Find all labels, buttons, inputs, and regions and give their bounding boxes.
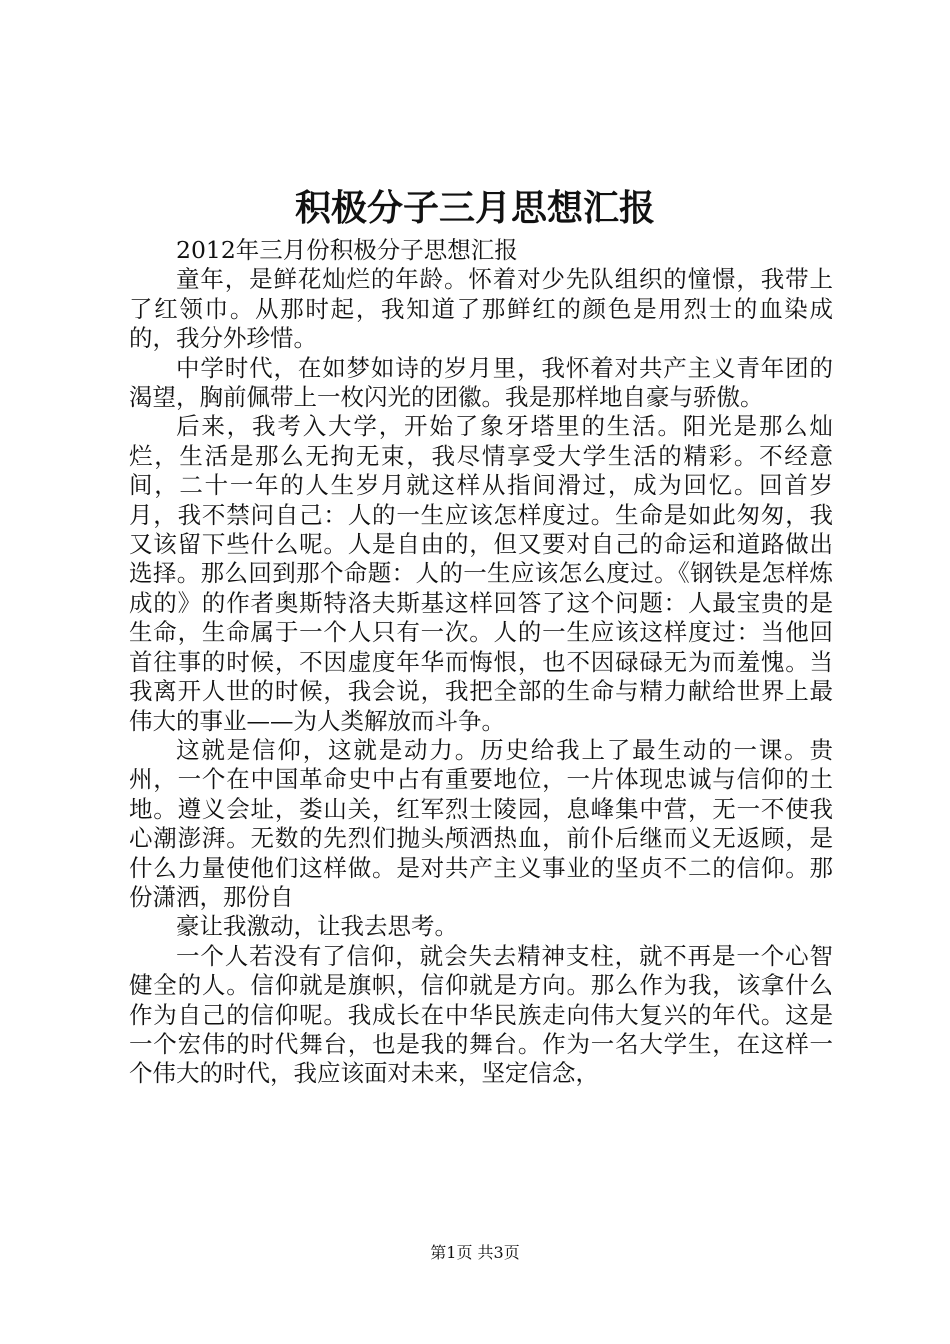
subtitle-paragraph: 2012年三月份积极分子思想汇报 <box>176 236 518 264</box>
document-title: 积极分子三月思想汇报 <box>294 187 655 229</box>
document-body <box>129 236 833 1089</box>
paragraph-middle-school: 中学时代，在如梦如诗的岁月里，我怀着对共产主义青年团的渴望，胸前佩带上一枚闪光的团徽。我是那样地自豪与骄傲。 <box>129 353 833 412</box>
paragraph-university: 后来，我考入大学，开始了象牙塔里的生活。阳光是那么灿烂，生活是那么无拘无束，我尽情享受大学生活的精彩。不经意间，二十一年的人生岁月就这样从指间滑过，成为回忆。回首岁月，我不禁问自己：人的一生应该怎样度过。生命是如此匆匆，我又该留下些什么呢。人是自由的，但又要对自己的命运和道路做出选择。那么回到那个命题：人的一生应该怎么度过。《钢铁是怎样炼成的》的作者奥斯特洛夫斯基这样回答了这个问题：人最宝贵的是生命，生命属于一个人只有一次。人的一生应该这样度过：当他回首往事的时候，不因虚度年华而悔恨，也不因碌碌无为而羞愧。当我离开人世的时候，我会说，我把全部的生命与精力献给世界上最伟大的事业——为人类解放而斗争。 <box>129 412 833 735</box>
paragraph-pride: 豪让我激动，让我去思考。 <box>176 912 458 941</box>
page-number-footer: 第1页 共3页 <box>430 1243 520 1262</box>
paragraph-faith: 一个人若没有了信仰，就会失去精神支柱，就不再是一个心智健全的人。信仰就是旗帜，信仰就是方向。那么作为我，该拿什么作为自己的信仰呢。我成长在中华民族走向伟大复兴的年代。这是一个宏伟的时代舞台，也是我的舞台。作为一名大学生，在这样一个伟大的时代，我应该面对未来，坚定信念， <box>129 941 833 1088</box>
paragraph-childhood: 童年，是鲜花灿烂的年龄。怀着对少先队组织的憧憬，我带上了红领巾。从那时起，我知道了那鲜红的颜色是用烈士的血染成的，我分外珍惜。 <box>129 265 833 353</box>
paragraph-belief: 这就是信仰，这就是动力。历史给我上了最生动的一课。贵州，一个在中国革命史中占有重要地位，一片体现忠诚与信仰的土地。遵义会址，娄山关，红军烈士陵园，息峰集中营，无一不使我心潮澎湃。无数的先烈们抛头颅洒热血，前仆后继而义无返顾，是什么力量使他们这样做。是对共产主义事业的坚贞不二的信仰。那份潇洒，那份自 <box>129 735 833 911</box>
